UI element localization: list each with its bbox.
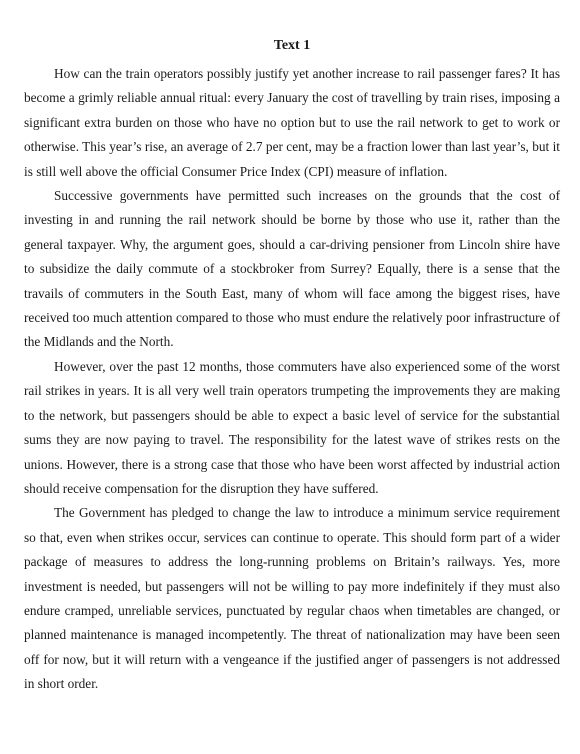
paragraph-2: Successive governments have permitted such increases on the grounds that the cost of investing in and running the rail network should be borne by those who use it, rather than the general taxpayer. Why, the argument goes, should a car-driving pensioner from Lincoln shire have to subsidize the daily commute of a stockbroker from Surrey? Equally, there is a sense that the travails of commuters in the South East, many of whom will face among the biggest rises, have received too much attention compared to those who must endure the relatively poor infrastructure of the Midlands and the North. — [24, 188, 560, 350]
paragraph-1: How can the train operators possibly justify yet another increase to rail passenger fares? It has become a grimly reliable annual ritual: every January the cost of travelling by train rises, imposing a significant extra burden on those who have no option but to use the rail network to get to work or otherwise. This year’s rise, an average of 2.7 per cent, may be a fraction lower than last year’s, but it is still well above the official Consumer Price Index (CPI) measure of inflation. — [24, 66, 560, 179]
paragraph-4: The Government has pledged to change the law to introduce a minimum service requirement so that, even when strikes occur, services can continue to operate. This should form part of a wider package of measures to address the long-running problems on Britain’s railways. Yes, more investment is needed, but passengers will not be willing to pay more indefinitely if they must also endure cramped, unreliable services, punctuated by regular chaos when timetables are changed, or planned maintenance is managed incompetently. The threat of nationalization may have been seen off for now, but it will return with a vengeance if the justified anger of passengers is not addressed in short order. — [24, 505, 560, 692]
document-title: Text 1 — [273, 38, 311, 53]
paragraph-3: However, over the past 12 months, those commuters have also experienced some of the worst rail strikes in years. It is all very well train operators trumpeting the improvements they are making to the network, but passengers should be able to expect a basic level of service for the substantial sums they are now paying to travel. The responsibility for the latest wave of strikes rests on the unions. However, there is a strong case that those who have been worst affected by industrial action should receive compensation for the disruption they have suffered. — [24, 358, 560, 496]
